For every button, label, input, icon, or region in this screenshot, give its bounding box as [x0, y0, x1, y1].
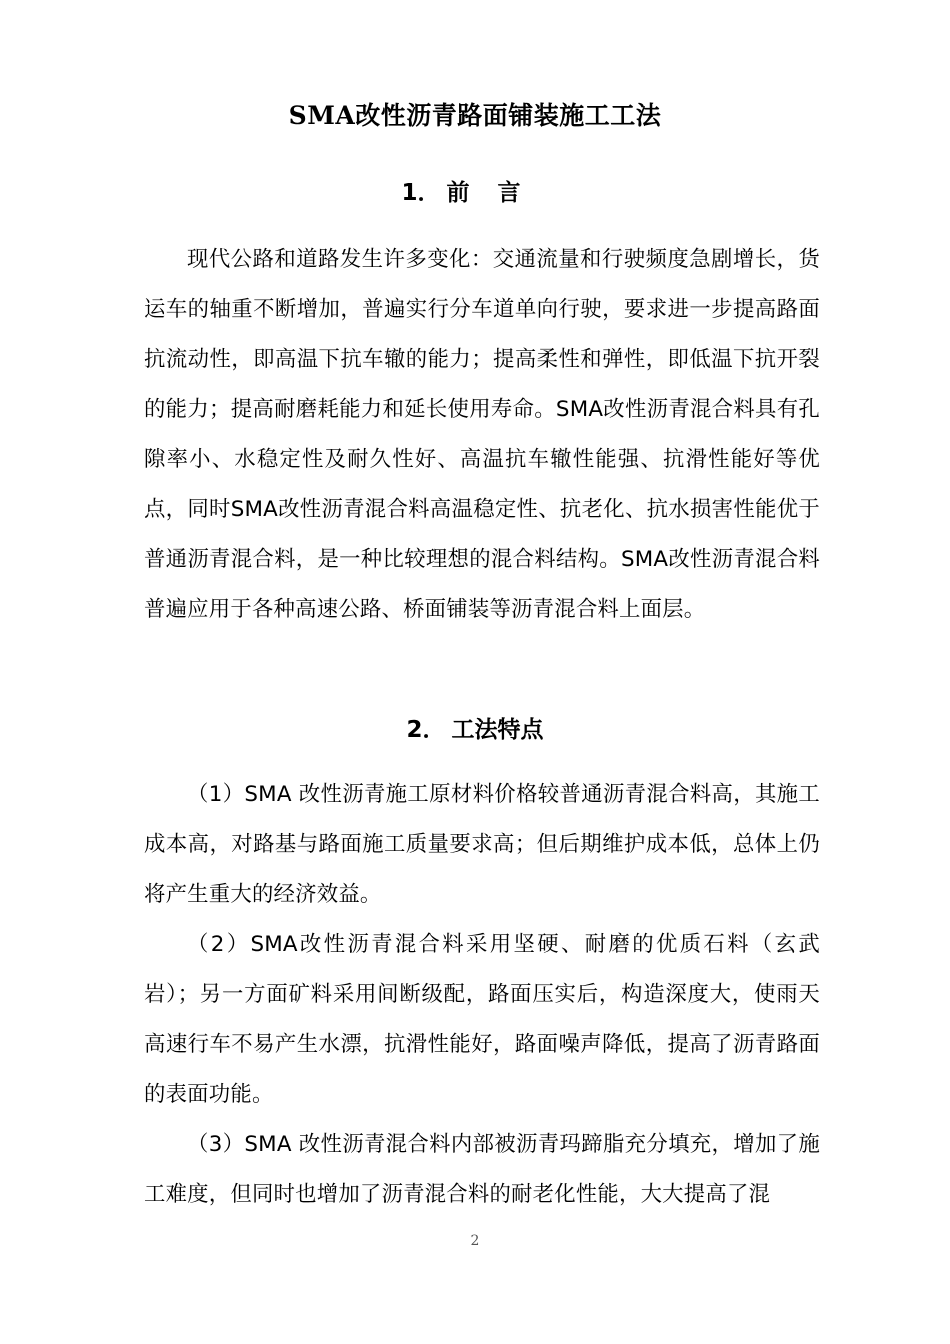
section-heading-features: [0, 713, 950, 747]
feature-paragraph-3: （3）SMA 改性沥青混合料内部被沥青玛蹄脂充分填充，增加了施工难度，但同时也增加了沥青混合料的耐老化性能，大大提高了混: [144, 1132, 820, 1207]
preface-paragraph: 现代公路和道路发生许多变化：交通流量和行驶频度急剧增长，货运车的轴重不断增加，普遍实行分车道单向行驶，要求进一步提高路面抗流动性，即高温下抗车辙的能力；提高柔性和弹性，即低温下抗开裂的能力；提高耐磨耗能力和延长使用寿命。SMA改性沥青混合料具有孔隙率小、水稳定性及耐久性好、高温抗车辙性能强、抗滑性能好等优点，同时SMA改性沥青混合料高温稳定性、抗老化、抗水损害性能优于普通沥青混合料，是一种比较理想的混合料结构。SMA改性沥青混合料普遍应用于各种高速公路、桥面铺装等沥青混合料上面层。: [144, 247, 820, 622]
feature-paragraph-2: （2）SMA改性沥青混合料采用坚硬、耐磨的优质石料（玄武岩）；另一方面矿料采用间断级配，路面压实后，构造深度大，使雨天高速行车不易产生水漂，抗滑性能好，路面噪声降低，提高了沥青路面的表面功能。: [144, 932, 820, 1107]
document-title: SMA改性沥青路面铺装施工工法: [288, 101, 662, 130]
section-number: 2．: [406, 717, 446, 743]
section-title: 工法特点: [451, 717, 544, 743]
feature-paragraph-1: （1）SMA 改性沥青施工原材料价格较普通沥青混合料高，其施工成本高，对路基与路面施工质量要求高；但后期维护成本低，总体上仍将产生重大的经济效益。: [144, 782, 820, 907]
section-heading-preface: [0, 176, 950, 210]
section-number: 1．: [401, 180, 441, 206]
section-title: 前言: [446, 180, 549, 206]
page-number: 2: [470, 1233, 480, 1249]
